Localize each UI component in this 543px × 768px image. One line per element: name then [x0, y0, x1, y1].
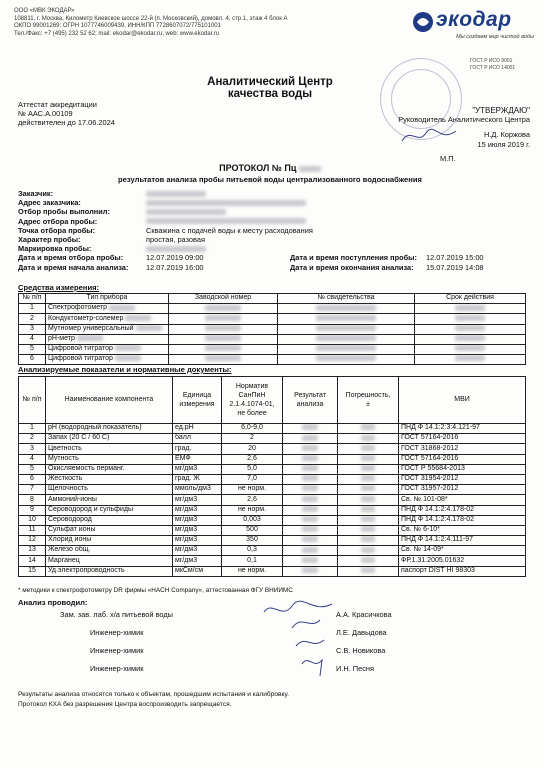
- protocol-title: ПРОТОКОЛ № Пц: [60, 163, 480, 173]
- analysis-row: 15 Уд.электропроводность мкСм/см не норм. паспорт DIST HI 98303: [19, 566, 526, 576]
- customer-address-row: Адрес заказчика:: [18, 198, 528, 207]
- analysis-table: [18, 376, 526, 577]
- instrument-row: 3 Мутномер универсальный: [19, 324, 526, 334]
- instrument-row: 1 Спектрофотометр: [19, 304, 526, 314]
- company-name: ООО «МВК ЭКОДАР»: [14, 8, 75, 14]
- analysis-row: 3 Цветность град. 20 ГОСТ 31868-2012: [19, 444, 526, 454]
- analysis-row: 4 Мутность ЕМФ 2,6 ГОСТ 57164-2016: [19, 454, 526, 464]
- analyst-row: Инженер-химик С.В. Новикова: [90, 646, 386, 655]
- analysis-row: 11 Сульфат ионы мг/дм3 500 Св. № 6-10*: [19, 525, 526, 535]
- approval-role: Руководитель Аналитического Центра: [398, 115, 530, 125]
- center-title-line1: Аналитический Центр: [207, 76, 333, 88]
- analysis-row: 1 pH (водородный показатель) ед.pH 6,0-9,0 ПНД Ф 14.1:2:3:4.121-97: [19, 424, 526, 434]
- sample-address-row: Адрес отбора пробы:: [18, 217, 528, 226]
- approval-date: 15 июля 2019 г.: [477, 139, 530, 149]
- analyst-row: Инженер-химик И.Н. Песня: [90, 664, 375, 673]
- accreditation-label: Аттестат аккредитации: [18, 100, 97, 109]
- instruments-table: [18, 293, 526, 365]
- analysis-footnote: * методики к спектрофотометру DR фирмы «HACH Company», аттестованная ФГУ ВНИИМС: [18, 587, 293, 594]
- dates-row-1: Дата и время отбора пробы: 12.07.2019 09:00 Дата и время поступления пробы: 12.07.2019 15:00: [18, 253, 484, 263]
- company-codes: ОКПО 99001269; ОГРН 1077746009439, ИНН/КПП 7728607072/775101001: [14, 23, 221, 30]
- company-logo: [410, 8, 534, 40]
- company-address: 108811, г. Москва, Километр Киевское шоссе 22-й (п. Московский), домовл. 4, стр.1, этаж 4 блок А: [14, 15, 288, 22]
- analysis-row: 8 Аммоний-ионы мг/дм3 2,6 Св. № 101-08*: [19, 495, 526, 505]
- analysts-signatures: [262, 600, 352, 680]
- logo-text: экодар: [436, 8, 512, 31]
- conducted-title: Анализ проводил:: [18, 598, 88, 607]
- center-title: [180, 76, 360, 100]
- dates-row-2: Дата и время начала анализа: 12.07.2019 16:00 Дата и время окончания анализа: 15.07.2019 14:08: [18, 262, 484, 272]
- instrument-row: 2 Кондуктометр-солемер: [19, 314, 526, 324]
- analyst-row: Зам. зав. лаб. х/а питьевой воды А.А. Красичкова: [60, 610, 392, 619]
- iso-9001: ГОСТ Р ИСО 9001: [470, 58, 513, 64]
- analysis-row: 12 Хлорид ионы мг/дм3 350 ПНД Ф 14.1:2:4.111-97: [19, 536, 526, 546]
- analysis-header-row: № п/п Наименование компонента Единица измерения Норматив СанПиН 2.1.4.1074-01, не более Результат анализа Погрешность, ± МВИ: [19, 377, 526, 424]
- protocol-subtitle: результатов анализа пробы питьевой воды централизованного водоснабжения: [118, 175, 422, 184]
- accreditation-valid: действителен до 17.06.2024: [18, 118, 115, 128]
- footer-notes: [18, 690, 289, 710]
- analysis-row: 14 Марганец мг/дм3 0,1 ФР.1.31.2005.01632: [19, 556, 526, 566]
- customer-row: Заказчик:: [18, 189, 528, 198]
- approval-title: "УТВЕРЖДАЮ": [472, 106, 530, 115]
- logo-slogan: Мы создаем мир чистой воды: [456, 34, 534, 40]
- iso-14001: ГОСТ Р ИСО 14001: [470, 65, 516, 71]
- analysis-row: 9 Сероводород и сульфиды мг/дм3 не норм. ПНД Ф 14.1:2:4.178-02: [19, 505, 526, 515]
- instruments-header-row: № п/п Тип прибора Заводской номер № свидетельства Срок действия: [19, 294, 526, 304]
- accreditation-number: № ААС.А.00109: [18, 109, 73, 119]
- stamp-place: М.П.: [440, 154, 456, 163]
- company-header: [14, 8, 288, 38]
- approval-name: Н.Д. Коржова: [483, 130, 530, 140]
- footer-line2: Протокол КХА без разрешения Центра воспроизводить запрещается.: [18, 701, 232, 708]
- footer-line1: Результаты анализа относятся только к объектам, прошедшим испытания и калибровку.: [18, 691, 289, 698]
- protocol-heading: [60, 163, 480, 184]
- sample-point-row: Точка отбора пробы: Скважина с подачей воды к месту расходования: [18, 225, 313, 235]
- analysis-row: 2 Запах (20 С / 60 С) балл 2 ГОСТ 57164-2016: [19, 434, 526, 444]
- analysis-row: 10 Сероводород мг/дм3 0,003 ПНД Ф 14.1:2:4.178-02: [19, 515, 526, 525]
- company-contacts: Тел./Факс: +7 (495) 232 52 62; mail: ekodar@ekodar.ru; web: www.ekodar.ru: [14, 30, 220, 37]
- accreditation-block: [18, 100, 115, 128]
- instrument-row: 6 Цифровой титратор: [19, 355, 526, 365]
- analysis-row: 13 Железо общ. мг/дм3 0,3 Св. № 14-09*: [19, 546, 526, 556]
- conducted-list: [60, 610, 460, 682]
- instrument-row: 4 pH-метр: [19, 334, 526, 344]
- director-signature: [400, 125, 460, 147]
- analyst-row: Инженер-химик Л.Е. Давыдова: [90, 628, 387, 637]
- analysis-title: Анализируемые показатели и нормативные документы:: [18, 365, 232, 374]
- sample-info: [18, 189, 528, 272]
- instruments-title: Средства измерения:: [18, 283, 100, 292]
- analysis-row: 6 Жесткость град. Ж 7,0 ГОСТ 31954-2012: [19, 474, 526, 484]
- center-title-line2: качества воды: [227, 88, 313, 100]
- sample-char-row: Характер пробы: простая, разовая: [18, 235, 205, 245]
- analysis-row: 5 Окисляемость перманг. мг/дм3 5,0 ГОСТ Р 55684-2013: [19, 464, 526, 474]
- analysis-row: 7 Щелочность ммоль/дм3 не норм. ГОСТ 31957-2012: [19, 485, 526, 495]
- iso-badges: [470, 58, 515, 72]
- sampler-row: Отбор пробы выполнил:: [18, 207, 528, 216]
- sample-mark-row: Маркировка пробы:: [18, 244, 528, 253]
- instrument-row: 5 Цифровой титратор: [19, 344, 526, 354]
